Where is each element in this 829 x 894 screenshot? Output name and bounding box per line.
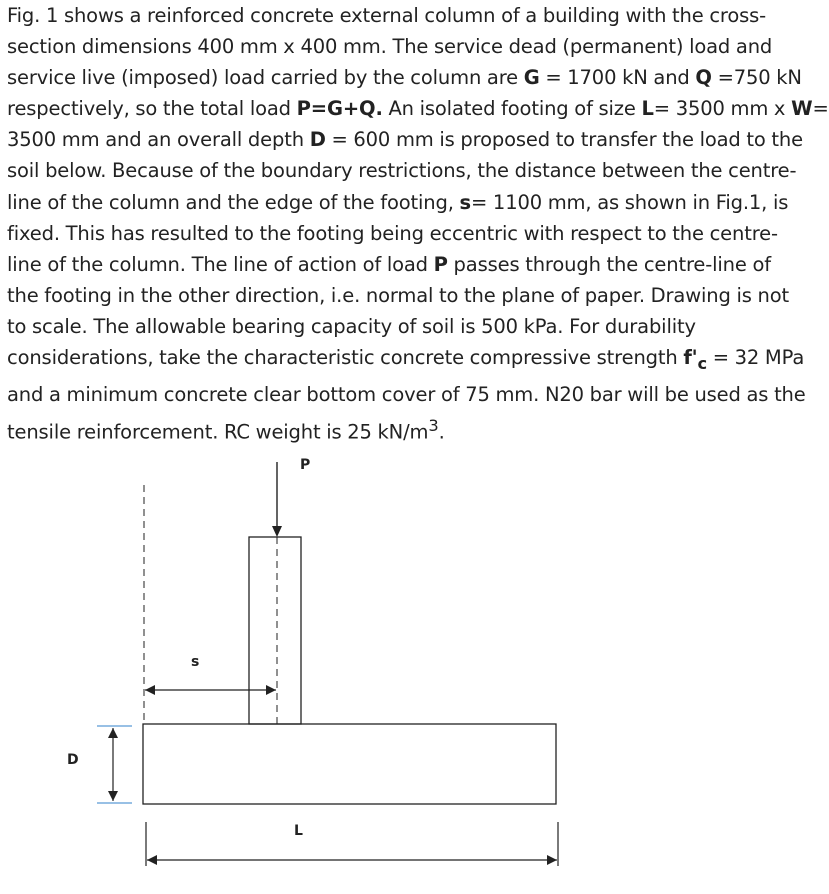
dimension-d-label: D [67, 752, 79, 768]
problem-line: line of the column. The line of action of load P passes through the centre-line of [7, 252, 771, 276]
subscript: c [697, 353, 707, 373]
bold-term: G [523, 66, 540, 90]
problem-line: to scale. The allowable bearing capacity of soil is 500 kPa. For durability [7, 314, 696, 338]
dimension-d-arrow-up [108, 728, 118, 738]
footing [143, 724, 556, 804]
bold-term: D [309, 128, 326, 152]
problem-line: soil below. Because of the boundary restrictions, the distance between the centre- [7, 159, 797, 183]
problem-line: respectively, so the total load P=G+Q. An isolated footing of size L= 3500 mm x W= [7, 97, 829, 121]
problem-line: considerations, take the characteristic concrete compressive strength $f'_c = 32$ MPa [7, 346, 805, 373]
problem-line: fixed. This has resulted to the footing being eccentric with respect to the centre- [7, 221, 778, 245]
problem-line: Fig. 1 shows a reinforced concrete external column of a building with the cross- [7, 4, 767, 27]
bold-term: f' [683, 346, 698, 370]
bold-term: L [641, 97, 654, 121]
dimension-s-arrow-right [266, 685, 276, 695]
bold-term: s [459, 190, 471, 214]
bold-term: P=G+Q. [296, 97, 383, 121]
column [249, 537, 301, 724]
superscript: 3 [428, 416, 439, 436]
problem-line: the footing in the other direction, i.e. normal to the plane of paper. Drawing is not [7, 283, 789, 307]
problem-line: tensile reinforcement. RC weight is 25 $kN/m^3$. [7, 416, 445, 444]
load-arrow-head [272, 526, 282, 537]
problem-line: and a minimum concrete clear bottom cover of 75 mm. N20 bar will be used as the [7, 383, 806, 407]
dimension-l-arrow-left [147, 855, 157, 865]
problem-line: service live (imposed) load carried by the column are G = 1700 kN and Q =750 kN [7, 66, 802, 90]
load-label-p: P [300, 457, 311, 473]
dimension-l-label: L [294, 823, 303, 839]
bold-term: Q [695, 66, 712, 90]
problem-line: 3500 mm and an overall depth D = 600 mm is proposed to transfer the load to the [7, 128, 803, 152]
dimension-l-arrow-right [547, 855, 557, 865]
problem-line: line of the column and the edge of the footing, s= 1100 mm, as shown in Fig.1, is [7, 190, 789, 214]
dimension-s-label: s [191, 654, 200, 670]
bold-term: P [433, 252, 448, 276]
bold-term: W [791, 97, 813, 121]
problem-line: section dimensions 400 mm x 400 mm. The service dead (permanent) load and [7, 35, 773, 59]
dimension-d-arrow-down [108, 791, 118, 801]
dimension-s-arrow-left [145, 685, 155, 695]
